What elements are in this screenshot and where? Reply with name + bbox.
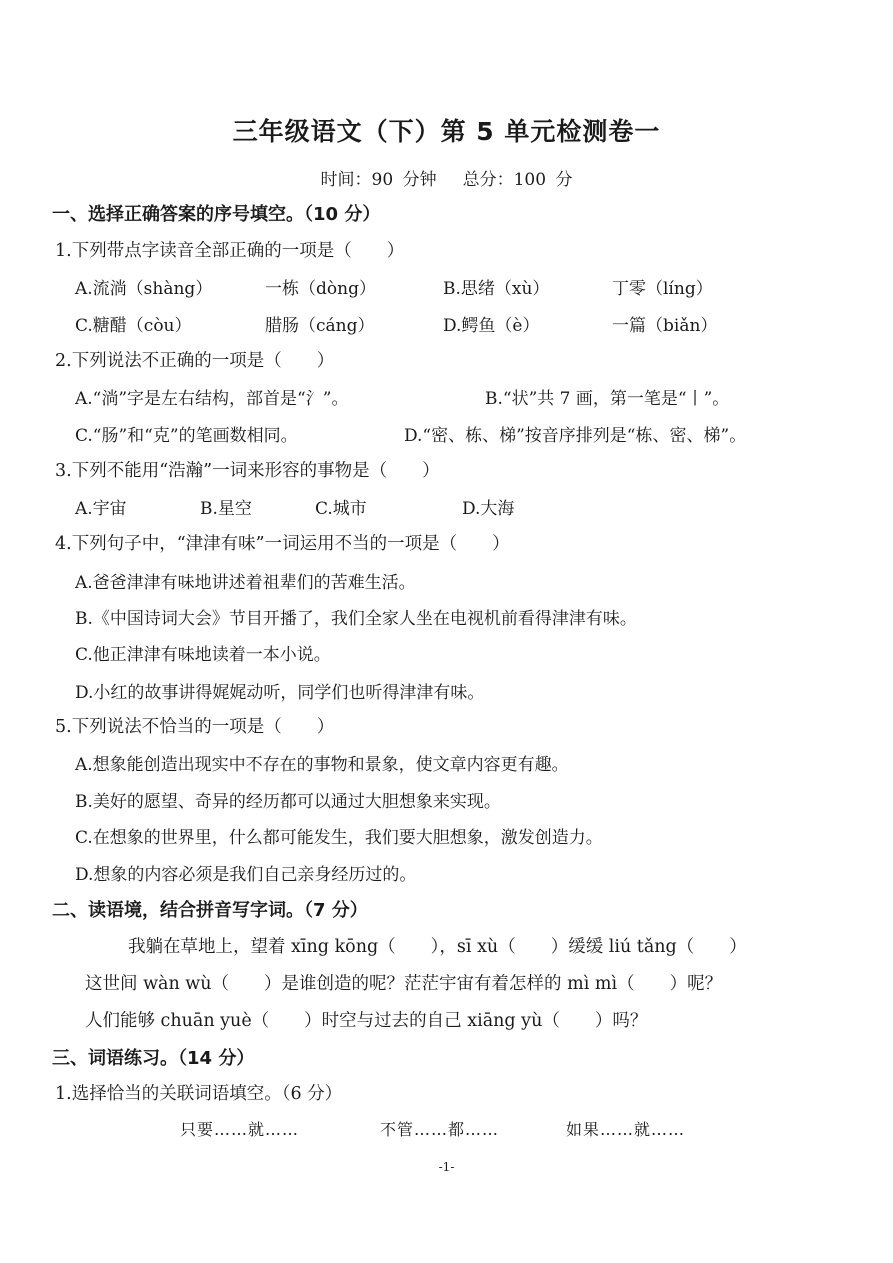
page-number: -1- (438, 1160, 455, 1174)
section3-question-1-stem: 1.选择恰当的关联词语填空。（6 分） (55, 1084, 343, 1104)
q3-option-d: D.大海 (462, 499, 515, 519)
q1-option-a-part2: 一栋（dòng） (265, 279, 376, 299)
q3-option-b: B.星空 (200, 499, 252, 519)
q1-option-d-part2: 一篇（biǎn） (612, 316, 718, 336)
q2-option-b: B.“状”共 7 画，第一笔是“丨”。 (485, 389, 730, 409)
conjunction-word-1: 只要……就…… (180, 1120, 300, 1139)
q4-option-c: C.他正津津有味地读着一本小说。 (75, 645, 331, 665)
q1-option-d-part1: D.鳄鱼（è） (443, 316, 540, 336)
question-5-stem: 5.下列说法不恰当的一项是（ ） (55, 717, 335, 737)
q1-option-b-part1: B.思绪（xù） (443, 279, 550, 299)
pinyin-passage-line-3: 人们能够 chuān yuè（ ）时空与过去的自己 xiāng yù（ ）吗？ (85, 1011, 648, 1031)
time-limit: 时间：90 分钟 (320, 170, 437, 190)
question-3-stem: 3.下列不能用“浩瀚”一词来形容的事物是（ ） (55, 461, 440, 481)
page-title: 三年级语文（下）第 5 单元检测卷一 (232, 117, 661, 146)
q4-option-a: A.爸爸津津有味地讲述着祖辈们的苦难生活。 (75, 573, 416, 593)
section-heading-2: 二、读语境，结合拼音写字词。（7 分） (52, 900, 368, 921)
q2-option-a: A.“淌”字是左右结构，部首是“氵”。 (75, 389, 349, 409)
total-score: 总分：100 分 (462, 170, 573, 190)
q5-option-a: A.想象能创造出现实中不存在的事物和景象，使文章内容更有趣。 (75, 755, 569, 775)
question-4-stem: 4.下列句子中，“津津有味”一词运用不当的一项是（ ） (55, 534, 510, 554)
q5-option-b: B.美好的愿望、奇异的经历都可以通过大胆想象来实现。 (75, 792, 501, 812)
q5-option-c: C.在想象的世界里，什么都可能发生，我们要大胆想象，激发创造力。 (75, 828, 603, 848)
q4-option-d: D.小红的故事讲得娓娓动听，同学们也听得津津有味。 (75, 683, 485, 703)
q2-option-c: C.“肠”和“克”的笔画数相同。 (75, 426, 298, 446)
q1-option-b-part2: 丁零（líng） (612, 279, 713, 299)
conjunction-word-2: 不管……都…… (380, 1120, 500, 1139)
q4-option-b: B.《中国诗词大会》节目开播了，我们全家人坐在电视机前看得津津有味。 (75, 609, 637, 629)
question-1-stem: 1.下列带点字读音全部正确的一项是（ ） (55, 241, 405, 261)
q2-option-d: D.“密、栋、梯”按音序排列是“栋、密、梯”。 (404, 426, 747, 446)
q3-option-c: C.城市 (315, 499, 367, 519)
pinyin-passage-line-1: 我躺在草地上，望着 xīng kōng（ ），sī xù（ ）缓缓 liú tǎng（ ） (128, 937, 747, 957)
q3-option-a: A.宇宙 (75, 499, 127, 519)
section-heading-1: 一、选择正确答案的序号填空。（10 分） (52, 204, 381, 225)
exam-meta (0, 165, 893, 190)
pinyin-passage-line-2: 这世间 wàn wù（ ）是谁创造的呢？茫茫宇宙有着怎样的 mì mì（ ）呢？ (85, 974, 723, 994)
q1-option-c-part1: C.糖醋（còu） (75, 316, 192, 336)
question-2-stem: 2.下列说法不正确的一项是（ ） (55, 351, 335, 371)
q1-option-c-part2: 腊肠（cáng） (265, 316, 375, 336)
conjunction-word-3: 如果……就…… (566, 1120, 686, 1139)
q5-option-d: D.想象的内容必须是我们自己亲身经历过的。 (75, 865, 417, 885)
section-heading-3: 三、词语练习。（14 分） (52, 1048, 255, 1069)
q1-option-a-part1: A.流淌（shàng） (75, 279, 213, 299)
